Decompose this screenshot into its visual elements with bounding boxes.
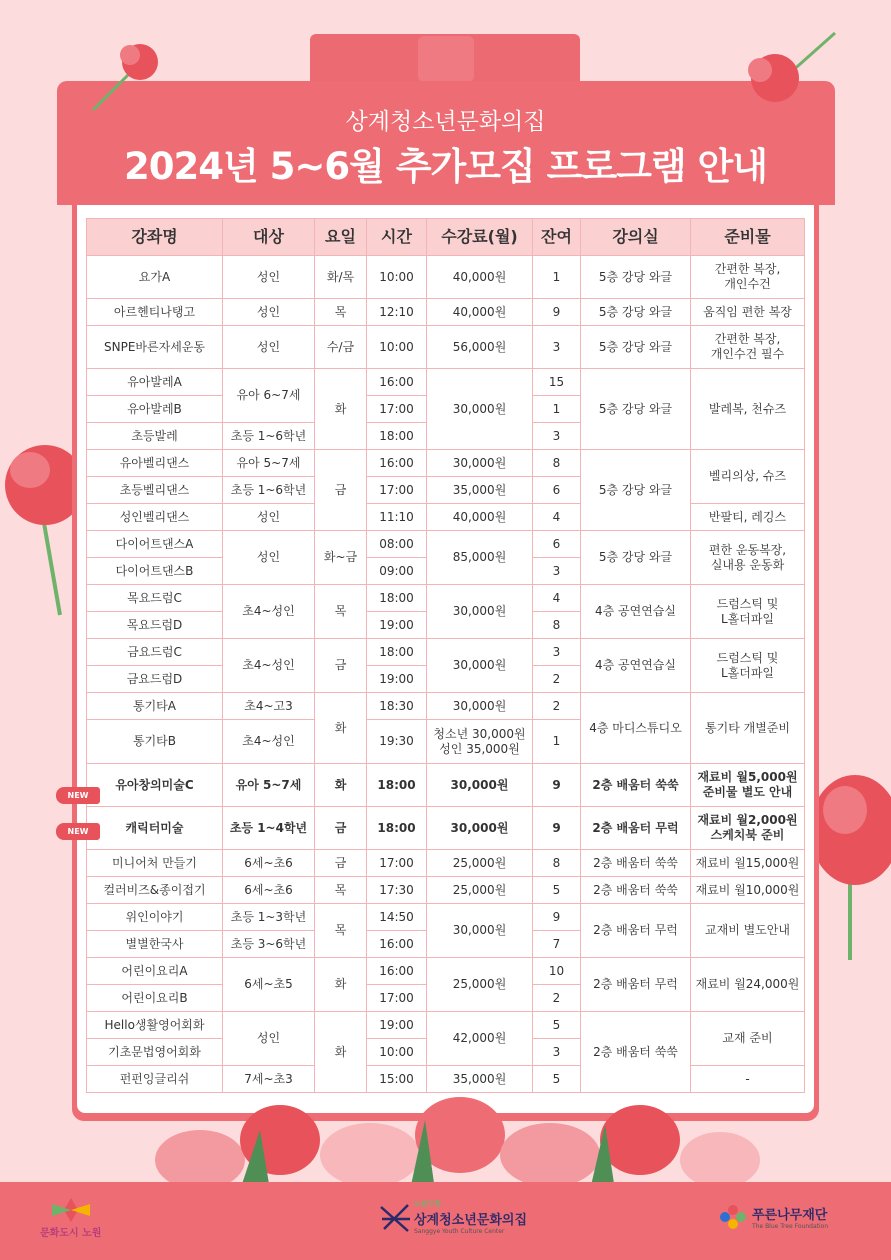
table-row (87, 958, 805, 985)
course-fee: 85,000원 (427, 531, 533, 585)
course-name: 다이어트댄스B (87, 558, 223, 585)
header-day: 요일 (315, 219, 367, 256)
course-supplies: 재료비 월24,000원 (691, 958, 805, 1012)
course-room: 2층 배움터 쑥쑥 (581, 764, 691, 807)
course-name: 캐릭터미술 (87, 807, 223, 850)
nowon-logo-icon (42, 1196, 100, 1224)
course-remaining: 3 (533, 639, 581, 666)
table-row (87, 764, 805, 807)
course-time: 17:30 (367, 877, 427, 904)
course-time: 12:10 (367, 299, 427, 326)
course-name: 다이어트댄스A (87, 531, 223, 558)
header-target: 대상 (223, 219, 315, 256)
course-supplies: 드럼스틱 및 L홀더파일 (691, 585, 805, 639)
course-name: 요가A (87, 256, 223, 299)
course-supplies: 간편한 복장, 개인수건 필수 (691, 326, 805, 369)
course-name: 기초문법영어회화 (87, 1039, 223, 1066)
course-target: 초등 1~6학년 (223, 423, 315, 450)
course-time: 15:00 (367, 1066, 427, 1093)
course-supplies: 반팔티, 레깅스 (691, 504, 805, 531)
course-supplies: 움직임 편한 복장 (691, 299, 805, 326)
table-row (87, 585, 805, 612)
header-remaining: 잔여 (533, 219, 581, 256)
course-time: 18:00 (367, 423, 427, 450)
center-name: 상계청소년문화의집 (345, 109, 546, 135)
course-fee: 40,000원 (427, 504, 533, 531)
course-remaining: 6 (533, 477, 581, 504)
new-badge: NEW (56, 787, 100, 804)
course-supplies: 통기타 개별준비 (691, 693, 805, 764)
table-row (87, 369, 805, 396)
course-room: 5층 강당 와글 (581, 369, 691, 450)
course-time: 17:00 (367, 850, 427, 877)
course-fee: 40,000원 (427, 299, 533, 326)
logo-center-sub: Sanggye Youth Culture Center (414, 1228, 505, 1235)
course-remaining: 2 (533, 693, 581, 720)
course-room: 5층 강당 와글 (581, 299, 691, 326)
ribbon-knot-decoration (418, 36, 474, 82)
course-time: 19:30 (367, 720, 427, 764)
course-fee: 30,000원 (427, 807, 533, 850)
logo-right-text: 푸른나무재단 (752, 1208, 828, 1223)
course-room: 2층 배움터 쑥쑥 (581, 877, 691, 904)
table-row (87, 256, 805, 299)
course-supplies: 재료비 월15,000원 (691, 850, 805, 877)
course-target: 초4~성인 (223, 639, 315, 693)
flower-decoration (140, 1090, 760, 1190)
course-time: 18:30 (367, 693, 427, 720)
course-name: 목요드럼C (87, 585, 223, 612)
course-target: 6세~초6 (223, 850, 315, 877)
course-target: 초등 1~4학년 (223, 807, 315, 850)
course-name: 금요드럼D (87, 666, 223, 693)
new-badge: NEW (56, 823, 100, 840)
course-name: 미니어처 만들기 (87, 850, 223, 877)
course-day: 금 (315, 850, 367, 877)
course-fee: 25,000원 (427, 877, 533, 904)
course-day: 화 (315, 369, 367, 450)
logo-right-sub: The Blue Tree Foundation (752, 1223, 829, 1230)
course-time: 16:00 (367, 450, 427, 477)
course-remaining: 4 (533, 585, 581, 612)
course-time: 08:00 (367, 531, 427, 558)
course-time: 19:00 (367, 666, 427, 693)
course-time: 17:00 (367, 985, 427, 1012)
course-time: 18:00 (367, 585, 427, 612)
course-time: 11:10 (367, 504, 427, 531)
course-fee: 청소년 30,000원 성인 35,000원 (427, 720, 533, 764)
course-time: 19:00 (367, 612, 427, 639)
course-time: 10:00 (367, 326, 427, 369)
course-room: 5층 강당 와글 (581, 450, 691, 531)
course-room: 4층 공연연습실 (581, 585, 691, 639)
course-remaining: 9 (533, 764, 581, 807)
course-day: 화/목 (315, 256, 367, 299)
course-day: 화 (315, 1012, 367, 1093)
course-supplies: 간편한 복장, 개인수건 (691, 256, 805, 299)
sanggye-logo-icon (378, 1199, 412, 1235)
table-row (87, 807, 805, 850)
table-row (87, 877, 805, 904)
course-name: 위인이야기 (87, 904, 223, 931)
course-name: 유아벨리댄스 (87, 450, 223, 477)
course-fee: 30,000원 (427, 904, 533, 958)
bluetree-logo-icon (716, 1200, 750, 1234)
course-target: 성인 (223, 1012, 315, 1066)
course-fee: 30,000원 (427, 369, 533, 450)
course-time: 09:00 (367, 558, 427, 585)
course-supplies: 교재 준비 (691, 1012, 805, 1066)
table-body (87, 256, 805, 1093)
course-fee: 42,000원 (427, 1012, 533, 1066)
course-day: 금 (315, 450, 367, 531)
course-target: 유아 6~7세 (223, 369, 315, 423)
course-remaining: 6 (533, 531, 581, 558)
course-name: 통기타A (87, 693, 223, 720)
course-remaining: 3 (533, 558, 581, 585)
course-fee: 35,000원 (427, 1066, 533, 1093)
course-remaining: 9 (533, 299, 581, 326)
course-fee: 25,000원 (427, 850, 533, 877)
course-name: 컬러비즈&종이접기 (87, 877, 223, 904)
course-time: 18:00 (367, 639, 427, 666)
course-fee: 30,000원 (427, 585, 533, 639)
course-supplies: 드럼스틱 및 L홀더파일 (691, 639, 805, 693)
course-target: 유아 5~7세 (223, 450, 315, 477)
table-row (87, 531, 805, 558)
course-supplies: 발레복, 천슈즈 (691, 369, 805, 450)
course-time: 14:50 (367, 904, 427, 931)
course-remaining: 5 (533, 877, 581, 904)
course-target: 6세~초5 (223, 958, 315, 1012)
logo-left-text: 문화도시 노원 (40, 1227, 102, 1239)
course-remaining: 1 (533, 396, 581, 423)
course-name: 금요드럼C (87, 639, 223, 666)
course-target: 초등 3~6학년 (223, 931, 315, 958)
course-supplies: 재료비 월5,000원 준비물 별도 안내 (691, 764, 805, 807)
course-target: 초4~성인 (223, 585, 315, 639)
course-time: 18:00 (367, 764, 427, 807)
course-supplies: 재료비 월10,000원 (691, 877, 805, 904)
course-time: 17:00 (367, 477, 427, 504)
header-time: 시간 (367, 219, 427, 256)
course-remaining: 8 (533, 450, 581, 477)
course-day: 목 (315, 299, 367, 326)
course-room: 2층 배움터 쑥쑥 (581, 1012, 691, 1093)
course-name: 유아발레B (87, 396, 223, 423)
course-target: 성인 (223, 326, 315, 369)
course-room: 5층 강당 와글 (581, 256, 691, 299)
course-name: 별별한국사 (87, 931, 223, 958)
header-supplies: 준비물 (691, 219, 805, 256)
logo-nowon (40, 1196, 101, 1238)
course-supplies: 재료비 월2,000원 스케치북 준비 (691, 807, 805, 850)
table-row (87, 1066, 805, 1093)
table-row (87, 1012, 805, 1039)
table-row (87, 504, 805, 531)
course-day: 화 (315, 764, 367, 807)
course-remaining: 9 (533, 904, 581, 931)
course-remaining: 5 (533, 1012, 581, 1039)
course-remaining: 1 (533, 720, 581, 764)
course-day: 화 (315, 958, 367, 1012)
table-row (87, 299, 805, 326)
course-target: 성인 (223, 531, 315, 585)
course-name: SNPE바른자세운동 (87, 326, 223, 369)
course-fee: 30,000원 (427, 764, 533, 807)
course-target: 성인 (223, 256, 315, 299)
course-name: 초등벨리댄스 (87, 477, 223, 504)
course-fee: 30,000원 (427, 639, 533, 693)
table-header-row (87, 219, 805, 256)
course-room: 4층 공연연습실 (581, 639, 691, 693)
course-day: 금 (315, 639, 367, 693)
course-remaining: 1 (533, 256, 581, 299)
course-day: 화~금 (315, 531, 367, 585)
course-remaining: 10 (533, 958, 581, 985)
table-row (87, 326, 805, 369)
course-supplies: - (691, 1066, 805, 1093)
course-target: 성인 (223, 299, 315, 326)
course-remaining: 4 (533, 504, 581, 531)
page-title: 2024년 5~6월 추가모집 프로그램 안내 (124, 145, 767, 188)
course-fee: 40,000원 (427, 256, 533, 299)
course-supplies: 교재비 별도안내 (691, 904, 805, 958)
course-remaining: 8 (533, 612, 581, 639)
course-target: 초4~성인 (223, 720, 315, 764)
course-target: 6세~초6 (223, 877, 315, 904)
header-course-name: 강좌명 (87, 219, 223, 256)
course-fee: 30,000원 (427, 693, 533, 720)
course-fee: 25,000원 (427, 958, 533, 1012)
table-row (87, 693, 805, 720)
course-time: 19:00 (367, 1012, 427, 1039)
course-day: 화 (315, 693, 367, 764)
course-time: 16:00 (367, 369, 427, 396)
course-remaining: 3 (533, 326, 581, 369)
course-remaining: 3 (533, 1039, 581, 1066)
logo-center-top: 노원구청 (414, 1200, 442, 1208)
course-name: 유아발레A (87, 369, 223, 396)
course-room: 2층 배움터 무럭 (581, 958, 691, 1012)
header-fee: 수강료(월) (427, 219, 533, 256)
course-name: 유아창의미술C (87, 764, 223, 807)
course-fee: 35,000원 (427, 477, 533, 504)
course-room: 5층 강당 와글 (581, 531, 691, 585)
course-time: 10:00 (367, 1039, 427, 1066)
header-room: 강의실 (581, 219, 691, 256)
course-supplies: 벨리의상, 슈즈 (691, 450, 805, 504)
course-day: 목 (315, 585, 367, 639)
course-time: 16:00 (367, 958, 427, 985)
course-remaining: 7 (533, 931, 581, 958)
table-row (87, 904, 805, 931)
course-name: 성인벨리댄스 (87, 504, 223, 531)
course-room: 2층 배움터 무럭 (581, 904, 691, 958)
course-time: 17:00 (367, 396, 427, 423)
program-table (86, 218, 805, 1093)
course-supplies: 편한 운동복장, 실내용 운동화 (691, 531, 805, 585)
course-room: 2층 배움터 무럭 (581, 807, 691, 850)
course-target: 유아 5~7세 (223, 764, 315, 807)
course-remaining: 2 (533, 666, 581, 693)
course-target: 7세~초3 (223, 1066, 315, 1093)
course-day: 목 (315, 877, 367, 904)
table-row (87, 850, 805, 877)
course-remaining: 9 (533, 807, 581, 850)
course-room: 2층 배움터 쑥쑥 (581, 850, 691, 877)
course-name: Hello생활영어회화 (87, 1012, 223, 1039)
course-room: 5층 강당 와글 (581, 326, 691, 369)
course-time: 18:00 (367, 807, 427, 850)
table-row (87, 450, 805, 477)
course-name: 초등발레 (87, 423, 223, 450)
table-row (87, 639, 805, 666)
course-name: 어린이요리A (87, 958, 223, 985)
course-fee: 56,000원 (427, 326, 533, 369)
course-time: 16:00 (367, 931, 427, 958)
course-name: 통기타B (87, 720, 223, 764)
course-day: 수/금 (315, 326, 367, 369)
course-remaining: 3 (533, 423, 581, 450)
course-time: 10:00 (367, 256, 427, 299)
course-target: 초등 1~3학년 (223, 904, 315, 931)
course-fee: 30,000원 (427, 450, 533, 477)
course-target: 초4~고3 (223, 693, 315, 720)
carnation-icon (730, 28, 840, 108)
logo-bluetree (716, 1196, 828, 1238)
course-remaining: 5 (533, 1066, 581, 1093)
course-room: 4층 마디스튜디오 (581, 693, 691, 764)
course-name: 어린이요리B (87, 985, 223, 1012)
course-remaining: 8 (533, 850, 581, 877)
course-name: 아르헨티나탱고 (87, 299, 223, 326)
course-target: 초등 1~6학년 (223, 477, 315, 504)
course-remaining: 15 (533, 369, 581, 396)
course-day: 목 (315, 904, 367, 958)
course-day: 금 (315, 807, 367, 850)
course-remaining: 2 (533, 985, 581, 1012)
logo-center-text: 상계청소년문화의집 (414, 1213, 528, 1228)
logo-sanggye (378, 1196, 527, 1238)
course-target: 성인 (223, 504, 315, 531)
course-name: 펀펀잉글리쉬 (87, 1066, 223, 1093)
course-name: 목요드럼D (87, 612, 223, 639)
